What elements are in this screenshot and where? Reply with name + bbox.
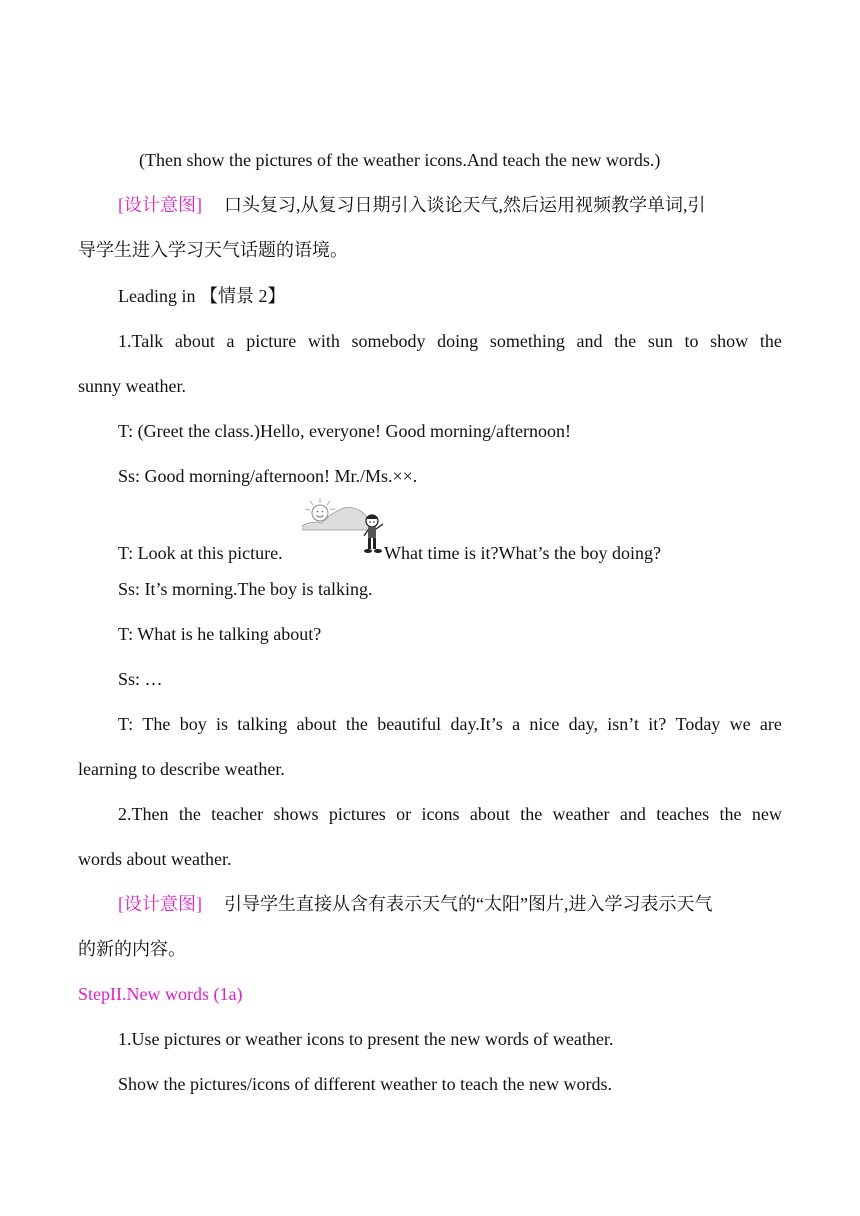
dialogue-t-beautiful	[118, 712, 782, 736]
design-intent-2-cont: 的新的内容。	[78, 939, 186, 959]
step-1-cont: sunny weather.	[78, 376, 186, 396]
design-intent-1	[118, 193, 706, 217]
word: picture	[246, 331, 297, 351]
word: is	[215, 714, 228, 734]
word: a	[226, 331, 235, 351]
word: and	[576, 331, 603, 351]
new-words-step-1: 1.Use pictures or weather icons to present the new words of weather.	[118, 1029, 614, 1049]
word: it?	[648, 714, 667, 734]
step-2-icons	[118, 802, 782, 826]
step-1-talk	[118, 329, 782, 353]
word: the	[520, 804, 543, 824]
dialogue-t-greet: T: (Greet the class.)Hello, everyone! Good morning/afternoon!	[118, 421, 571, 441]
sun-boy-picture	[302, 496, 386, 560]
dialogue-ss-greet: Ss: Good morning/afternoon! Mr./Ms.××.	[118, 466, 418, 486]
word: the	[759, 331, 782, 351]
word: something	[489, 331, 565, 351]
word: Today	[675, 714, 721, 734]
word: teacher	[211, 804, 264, 824]
word: somebody	[351, 331, 426, 351]
word: the	[345, 714, 368, 734]
design-intent-text: 口头复习,从复习日期引入谈论天气,然后运用视频教学单词,引	[224, 195, 706, 215]
word: teaches	[656, 804, 710, 824]
word: show	[710, 331, 749, 351]
word: a	[512, 714, 521, 734]
word: or	[396, 804, 412, 824]
word: isn’t	[607, 714, 639, 734]
word: day.It’s	[450, 714, 503, 734]
design-intent-tag: [设计意图]	[118, 195, 202, 215]
word: about	[296, 714, 337, 734]
dialogue-t-look-a: T: Look at this picture.	[118, 543, 283, 563]
word: 1.Talk	[118, 331, 164, 351]
word: about	[469, 804, 510, 824]
word: day,	[568, 714, 598, 734]
design-intent-tag-2: [设计意图]	[118, 894, 202, 914]
word: we	[729, 714, 751, 734]
word: are	[759, 714, 782, 734]
section-heading-new-words: StepII.New words (1a)	[78, 984, 243, 1004]
boy-icon	[364, 515, 383, 553]
design-intent-1-cont: 导学生进入学习天气话题的语境。	[78, 240, 348, 260]
dialogue-t-about: T: What is he talking about?	[118, 624, 322, 644]
word: pictures	[328, 804, 386, 824]
word: to	[684, 331, 699, 351]
word: and	[619, 804, 646, 824]
word: weather	[552, 804, 610, 824]
word: new	[751, 804, 782, 824]
word: the	[178, 804, 201, 824]
word: sun	[647, 331, 673, 351]
word: shows	[273, 804, 319, 824]
word: with	[307, 331, 340, 351]
dialogue-ss-morning: Ss: It’s morning.The boy is talking.	[118, 579, 373, 599]
design-intent-2	[118, 892, 712, 916]
leading-in-heading: Leading in 【情景 2】	[118, 286, 286, 306]
word: the	[614, 331, 637, 351]
word: icons	[421, 804, 460, 824]
step-2-cont: words about weather.	[78, 849, 232, 869]
new-words-show: Show the pictures/icons of different weather to teach the new words.	[118, 1074, 613, 1094]
word: T:	[118, 714, 134, 734]
word: 2.Then	[118, 804, 169, 824]
word: doing	[437, 331, 479, 351]
word: talking	[237, 714, 288, 734]
word: about	[174, 331, 215, 351]
word: The	[142, 714, 171, 734]
dialogue-ss-ellipsis: Ss: …	[118, 669, 163, 689]
word: nice	[529, 714, 560, 734]
dialogue-t-look-b: What time is it?What’s the boy doing?	[384, 543, 661, 563]
design-intent-text-2: 引导学生直接从含有表示天气的“太阳”图片,进入学习表示天气	[224, 894, 713, 914]
word: beautiful	[377, 714, 442, 734]
para-instruction: (Then show the pictures of the weather icons.And teach the new words.)	[139, 150, 661, 170]
word: boy	[179, 714, 207, 734]
word: the	[719, 804, 742, 824]
dialogue-t-beautiful-cont: learning to describe weather.	[78, 759, 285, 779]
